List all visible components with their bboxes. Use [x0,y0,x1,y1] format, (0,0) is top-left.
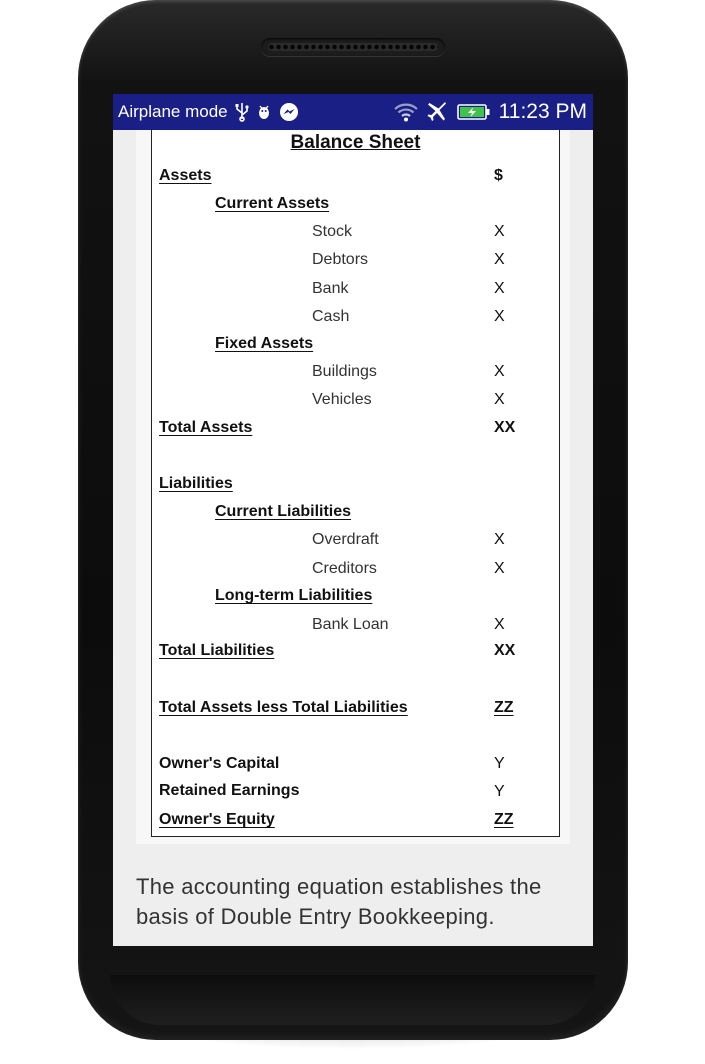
net-assets-label: Total Assets less Total Liabilities [159,699,408,716]
line-item-label: Overdraft [312,531,379,548]
speaker-grill [268,43,438,51]
net-assets-value: ZZ [494,699,514,716]
line-item-label: Debtors [312,251,369,268]
caption-text: The accounting equation establishes the basis of Double Entry Bookkeeping. [136,874,542,929]
liabilities-heading: Liabilities [159,475,233,492]
status-bar [113,94,593,130]
wifi-icon [393,101,419,123]
airplane-mode-label: Airplane mode [118,102,228,121]
owners-equity-value: ZZ [494,811,514,828]
line-item-value: X [494,560,505,577]
line-item-value: X [494,616,505,633]
line-item-label: Stock [312,223,353,240]
line-item-value: X [494,363,505,380]
status-bar-right [393,94,587,130]
long-term-liabilities-heading: Long-term Liabilities [215,587,373,604]
line-item-label: Vehicles [312,391,372,408]
line-item-value: X [494,308,505,325]
balance-sheet [151,130,560,837]
fixed-assets-heading: Fixed Assets [215,335,314,352]
balance-sheet-title: Balance Sheet [290,132,421,153]
total-assets-label: Total Assets [159,419,253,436]
line-item-label: Creditors [312,560,377,577]
current-assets-heading: Current Assets [215,195,330,212]
line-item-label: Cash [312,308,350,325]
line-item-value: X [494,391,505,408]
owners-capital-value: Y [494,755,505,772]
line-item-value: X [494,280,505,297]
airplane-icon [427,101,449,123]
usb-icon [235,102,249,122]
phone-screen [113,94,593,946]
total-assets-value: XX [494,419,516,436]
owners-equity-label: Owner's Equity [159,811,275,828]
status-bar-left [118,94,299,130]
line-item-value: X [494,223,505,240]
line-item-value: X [494,531,505,548]
messenger-icon [279,102,299,122]
status-bar-time: 11:23 PM [498,100,587,123]
currency-header: $ [494,167,503,184]
android-debug-icon [256,102,272,122]
phone-speaker [261,38,445,56]
phone-chin [110,975,595,1025]
balance-sheet-image [136,130,570,844]
total-liabilities-label: Total Liabilities [159,642,275,659]
line-item-label: Bank [312,280,349,297]
retained-earnings-value: Y [494,783,505,800]
total-liabilities-value: XX [494,642,516,659]
battery-charging-icon [457,103,491,121]
owners-capital-label: Owner's Capital [159,755,280,772]
assets-heading: Assets [159,167,212,184]
retained-earnings-label: Retained Earnings [159,782,300,799]
line-item-value: X [494,251,505,268]
current-liabilities-heading: Current Liabilities [215,503,352,520]
line-item-label: Bank Loan [312,616,389,633]
line-item-label: Buildings [312,363,377,380]
